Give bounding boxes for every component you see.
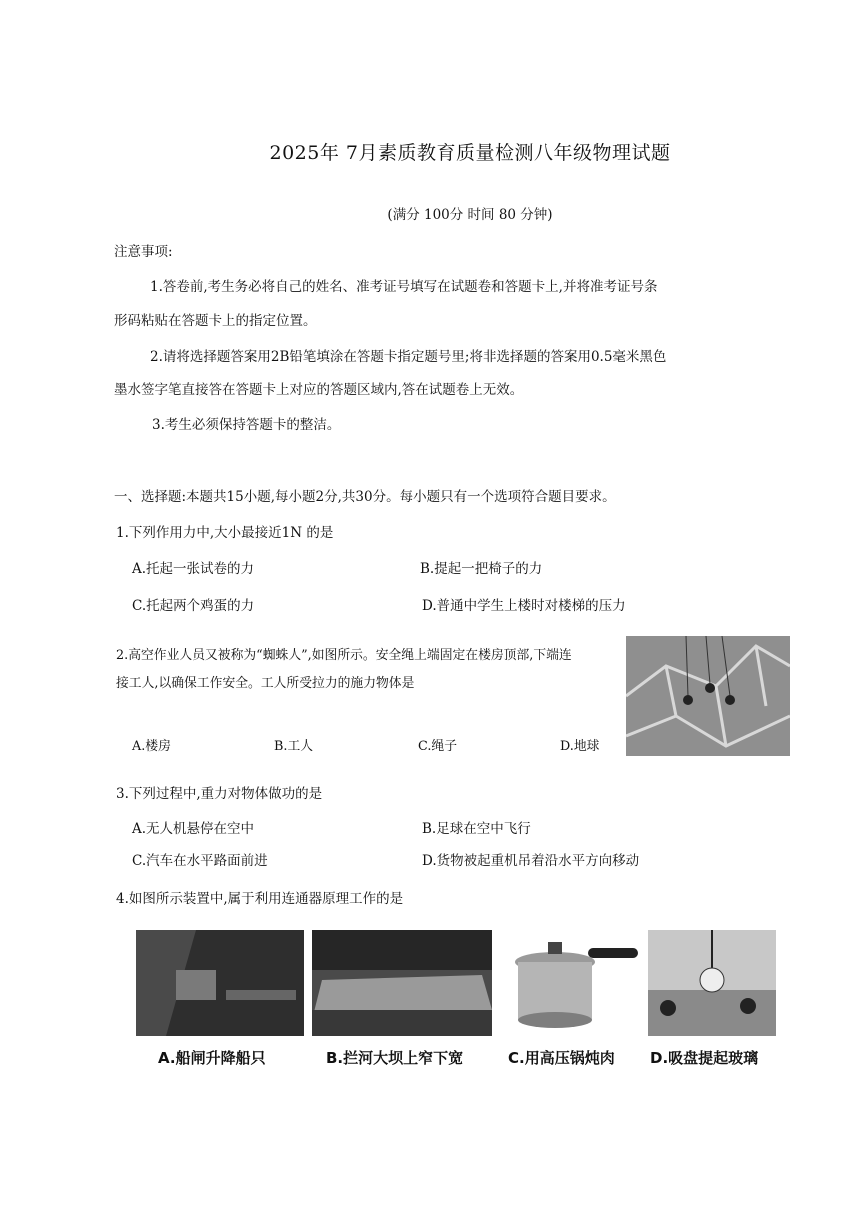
- q2-option-d: D.地球: [560, 739, 600, 754]
- q1-option-a: A.托起一张试卷的力: [132, 561, 255, 577]
- exam-title: 2025年 7月素质教育质量检测八年级物理试题: [269, 142, 671, 164]
- note-1-line-2: 形码粘贴在答题卡上的指定位置。: [114, 313, 317, 329]
- q2-stem-line-2: 接工人,以确保工作安全。工人所受拉力的施力物体是: [116, 676, 415, 691]
- notes-heading: 注意事项:: [114, 244, 173, 260]
- q4-option-b-caption: B.拦河大坝上窄下宽: [326, 1049, 464, 1067]
- note-2-line-1: 2.请将选择题答案用2B铅笔填涂在答题卡指定题号里;将非选择题的答案用0.5毫米黑色: [150, 349, 667, 365]
- pressure-cooker-photo: [500, 932, 640, 1036]
- q2-option-b: B.工人: [274, 739, 314, 754]
- q4-option-a-caption: A.船闸升降船只: [158, 1049, 266, 1067]
- q2-option-a: A.楼房: [132, 739, 171, 754]
- q4-option-c-caption: C.用高压锅炖肉: [508, 1049, 615, 1067]
- dam-photo: [312, 930, 492, 1036]
- q4-stem: 4.如图所示装置中,属于利用连通器原理工作的是: [116, 891, 404, 907]
- spiderman-photo: [626, 636, 790, 756]
- exam-subtitle: (满分 100分 时间 80 分钟): [387, 207, 553, 223]
- section-1-heading: 一、选择题:本题共15小题,每小题2分,共30分。每小题只有一个选项符合题目要求。: [114, 489, 616, 505]
- note-1-line-1: 1.答卷前,考生务必将自己的姓名、准考证号填写在试题卷和答题卡上,并将准考证号条: [150, 279, 658, 295]
- q3-option-c: C.汽车在水平路面前进: [132, 853, 268, 869]
- q1-option-c: C.托起两个鸡蛋的力: [132, 598, 255, 614]
- note-2-line-2: 墨水签字笔直接答在答题卡上对应的答题区域内,答在试题卷上无效。: [114, 382, 524, 398]
- q1-stem: 1.下列作用力中,大小最接近1N 的是: [116, 525, 334, 541]
- q3-option-b: B.足球在空中飞行: [422, 821, 531, 837]
- suction-cup-photo: [648, 930, 776, 1036]
- note-3: 3.考生必须保持答题卡的整洁。: [152, 417, 341, 433]
- q2-option-c: C.绳子: [418, 739, 457, 754]
- q3-stem: 3.下列过程中,重力对物体做功的是: [116, 786, 323, 802]
- q1-option-b: B.提起一把椅子的力: [420, 561, 543, 577]
- ship-lock-photo: [136, 930, 304, 1036]
- q2-stem-line-1: 2.高空作业人员又被称为“蜘蛛人”,如图所示。安全绳上端固定在楼房顶部,下端连: [116, 648, 572, 663]
- q4-option-d-caption: D.吸盘提起玻璃: [650, 1049, 759, 1067]
- q1-option-d: D.普通中学生上楼时对楼梯的压力: [422, 598, 626, 614]
- q3-option-d: D.货物被起重机吊着沿水平方向移动: [422, 853, 640, 869]
- q3-option-a: A.无人机悬停在空中: [132, 821, 255, 837]
